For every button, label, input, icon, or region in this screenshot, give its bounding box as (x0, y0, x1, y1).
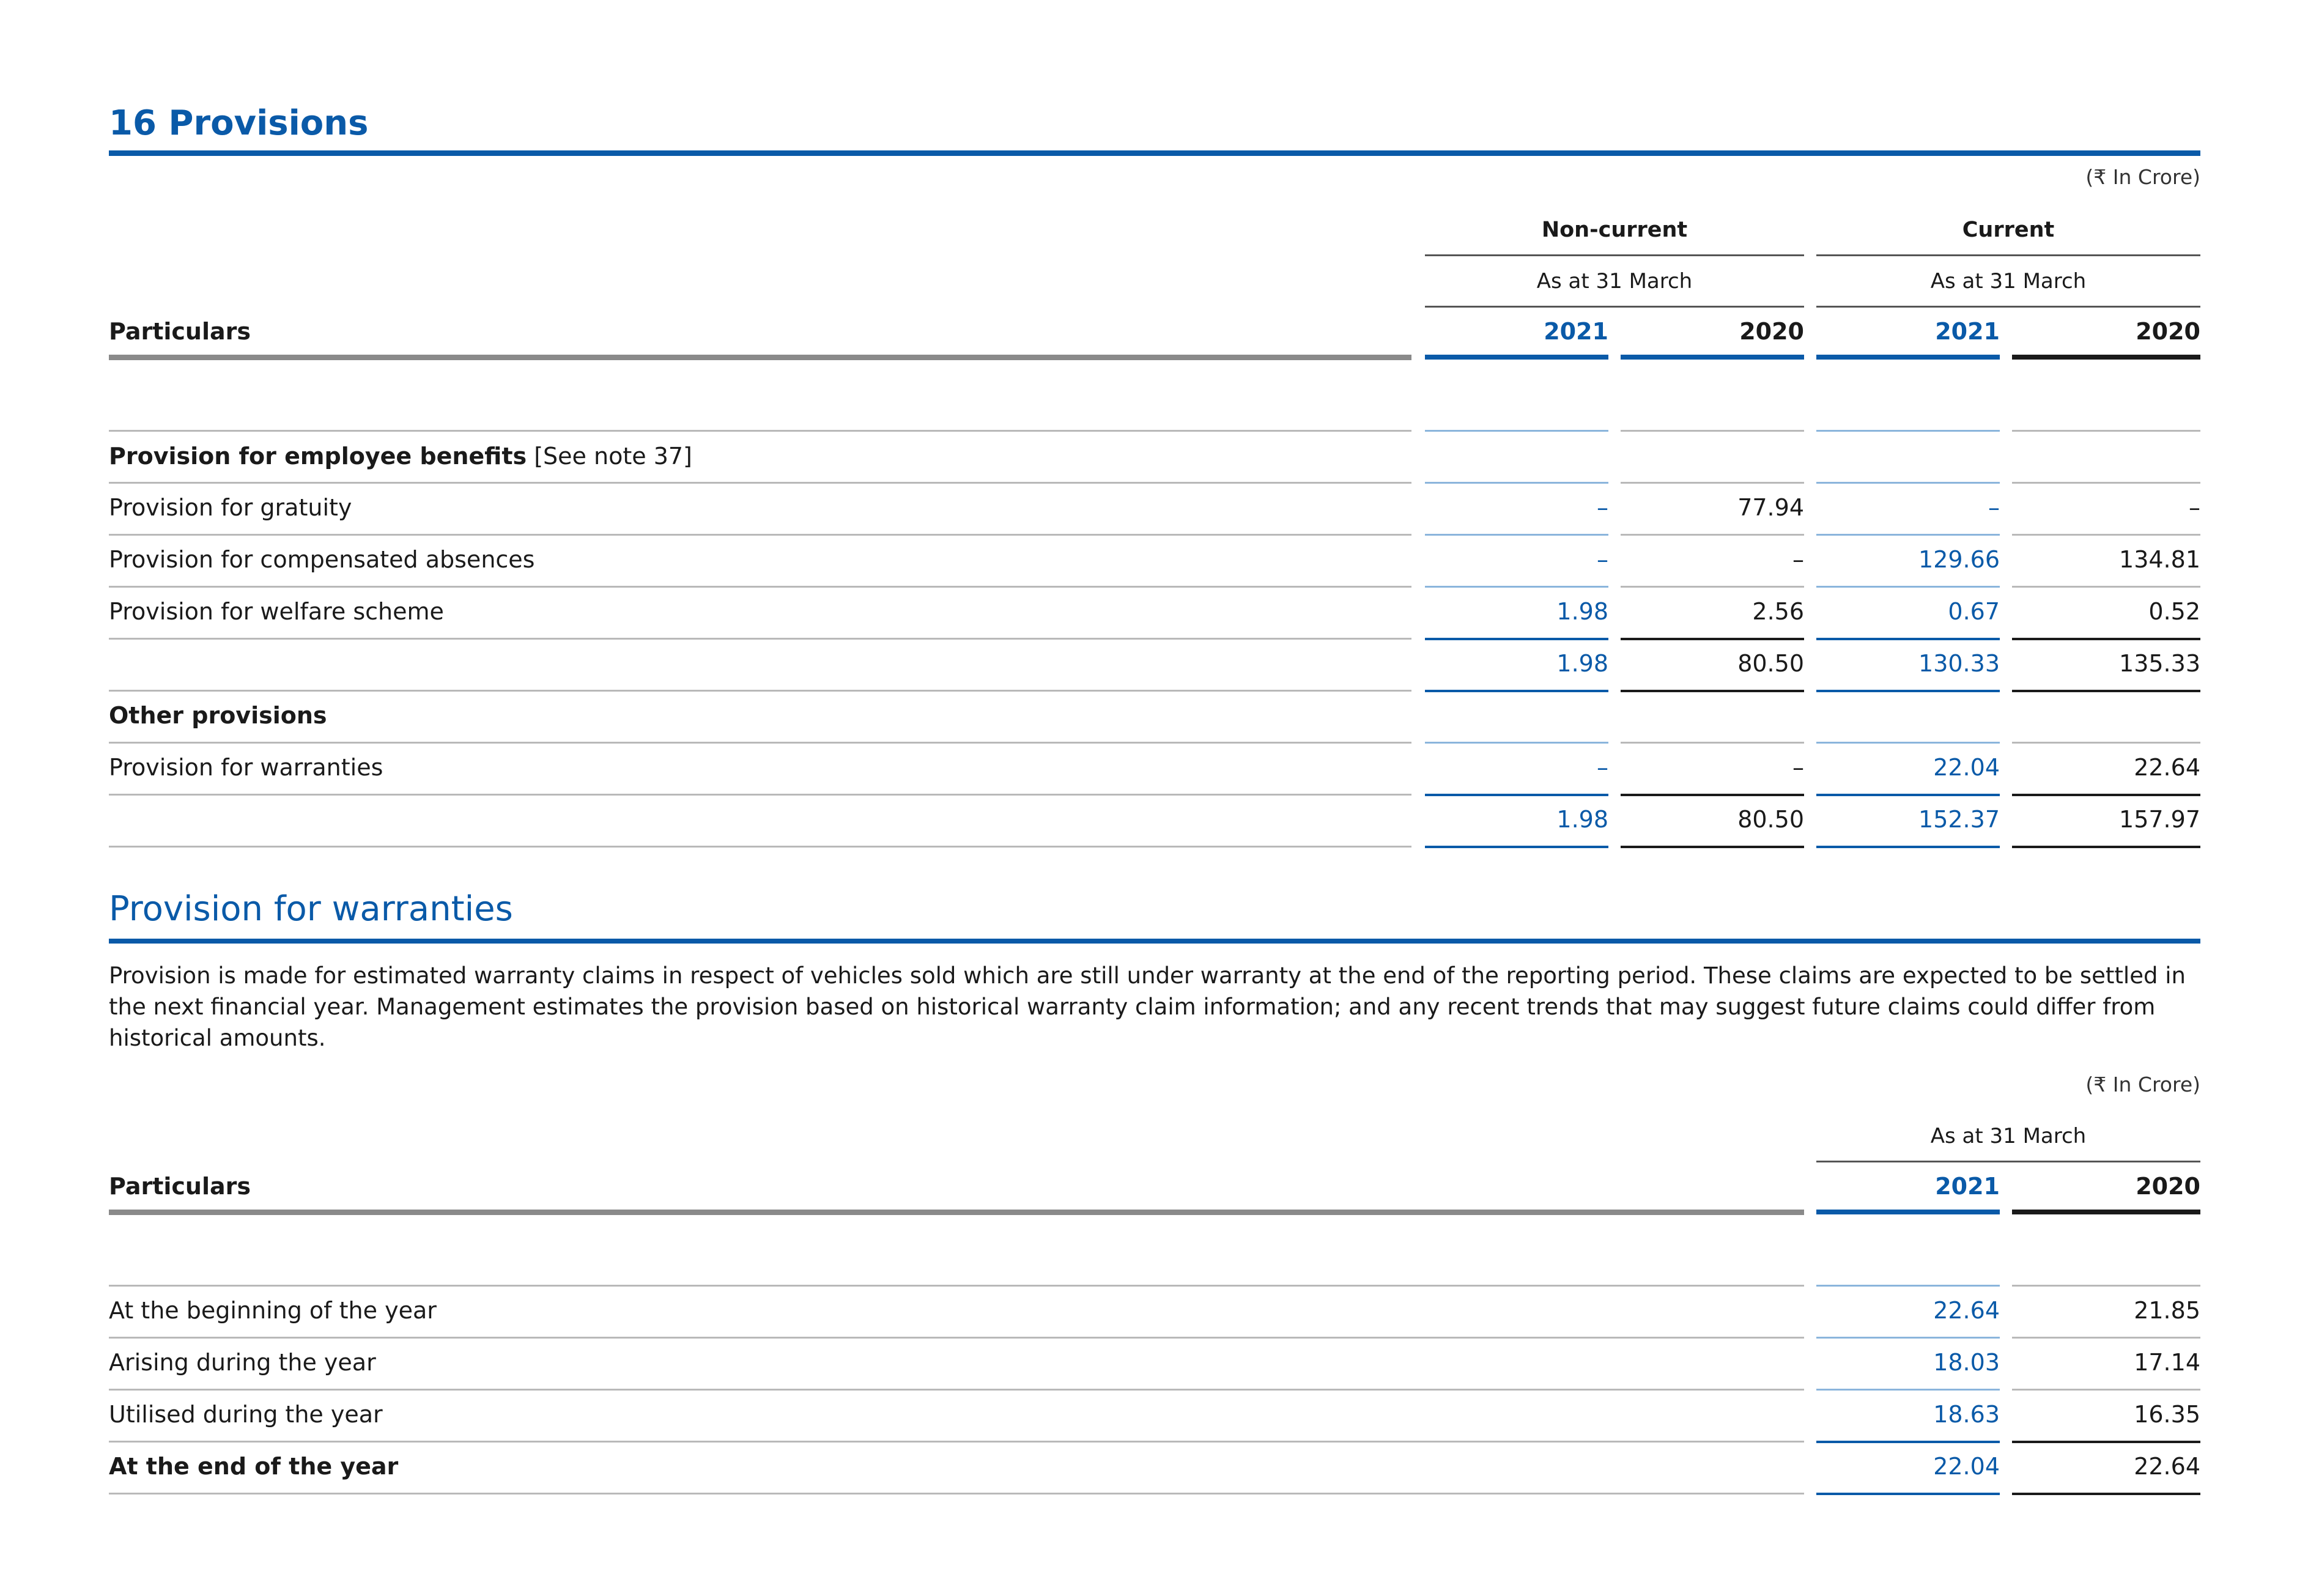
cell-value: 0.52 (2148, 598, 2200, 625)
as-at-label-noncurrent: As at 31 March (1536, 269, 1693, 294)
row-line (1621, 586, 1804, 588)
row-line (109, 1389, 1804, 1391)
total-value: 157.97 (2119, 806, 2200, 833)
total-rule (2012, 794, 2200, 796)
row-label: Provision for welfare scheme (109, 598, 444, 625)
as-at-label: As at 31 March (1930, 1124, 2087, 1148)
cell-value: – (1988, 494, 2000, 521)
group-header-current: Current (1962, 218, 2055, 242)
group-header-noncurrent: Non-current (1541, 218, 1688, 242)
cell-value: 18.63 (1933, 1401, 2000, 1428)
subtotal-value: 80.50 (1737, 650, 1804, 677)
header-rule (1816, 1210, 2000, 1214)
cell-value: 2.56 (1752, 598, 1804, 625)
row-line (1816, 586, 2000, 588)
year-header: 2021 (1544, 318, 1608, 345)
subtotal-rule (1621, 690, 1804, 692)
row-line (1425, 430, 1608, 432)
total-rule (1816, 1493, 2000, 1495)
row-label: Utilised during the year (109, 1401, 383, 1428)
subtotal-rule (2012, 638, 2200, 640)
row-line (1621, 430, 1804, 432)
subtotal-rule (2012, 690, 2200, 692)
section-heading: Provision for warranties (109, 889, 513, 929)
row-line (109, 586, 1411, 588)
row-line (109, 1337, 1804, 1339)
total-rule (1816, 846, 2000, 848)
cell-value: – (1792, 754, 1804, 781)
header-rule (2012, 355, 2200, 360)
row-line (109, 638, 1411, 640)
cell-value: 17.14 (2134, 1349, 2200, 1376)
total-rule (1816, 1441, 2000, 1443)
subtotal-rule (1816, 638, 2000, 640)
total-rule (1621, 846, 1804, 848)
row-line (109, 846, 1411, 848)
row-line (2012, 482, 2200, 484)
subtotal-rule (1816, 690, 2000, 692)
row-label: Provision for warranties (109, 754, 383, 781)
cell-value: 1.98 (1556, 598, 1608, 625)
row-line (109, 690, 1411, 692)
row-line (1621, 742, 1804, 744)
cell-value: 22.04 (1933, 754, 2000, 781)
row-line (1425, 534, 1608, 536)
subtotal-value: 130.33 (1918, 650, 2000, 677)
title-rule (109, 150, 2200, 156)
subtotal-rule (1425, 690, 1608, 692)
row-label: At the beginning of the year (109, 1297, 437, 1324)
cell-value: 0.67 (1948, 598, 2000, 625)
row-line (1816, 742, 2000, 744)
row-line (109, 794, 1411, 796)
total-rule (1425, 794, 1608, 796)
subtotal-value: 135.33 (2119, 650, 2200, 677)
as-at-label-current: As at 31 March (1930, 269, 2087, 294)
section-paragraph: Provision is made for estimated warranty claims in respect of vehicles sold which are still under warranty at the end of the reporting period. These claims are expected to be settled in the next financial year. Management estimates the provision based on historical warranty claim information; and any recent trends that may suggest future claims could differ from historical amounts. (109, 962, 2186, 1051)
row-line (2012, 586, 2200, 588)
subtotal-rule (1425, 638, 1608, 640)
total-rule (1425, 846, 1608, 848)
header-rule (109, 355, 1411, 360)
row-label: Provision for gratuity (109, 494, 352, 521)
subtotal-rule (1621, 638, 1804, 640)
row-line (109, 742, 1411, 744)
row-line (1816, 482, 2000, 484)
divider (1425, 306, 1804, 308)
year-header: 2021 (1935, 318, 2000, 345)
page-title: 16 Provisions (109, 103, 369, 143)
row-line (1425, 482, 1608, 484)
row-line (2012, 534, 2200, 536)
cell-value: – (1597, 546, 1608, 573)
header-rule (1621, 355, 1804, 360)
total-rule (2012, 1493, 2200, 1495)
subtotal-value: 1.98 (1556, 650, 1608, 677)
particulars-header: Particulars (109, 318, 251, 345)
cell-value: 22.64 (1933, 1297, 2000, 1324)
total-rule (1621, 794, 1804, 796)
header-rule (109, 1210, 1804, 1215)
row-line (2012, 1337, 2200, 1339)
total-rule (1816, 794, 2000, 796)
row-line (109, 1493, 1804, 1494)
row-label: Provision for compensated absences (109, 546, 535, 573)
row-line (109, 430, 1411, 432)
row-line (1621, 534, 1804, 536)
total-value: 152.37 (1918, 806, 2000, 833)
row-line (109, 1441, 1804, 1443)
year-header: 2021 (1935, 1173, 2000, 1200)
year-header: 2020 (2136, 1173, 2200, 1200)
row-line (1425, 742, 1608, 744)
row-label: Other provisions (109, 702, 327, 729)
unit-label: (₹ In Crore) (2085, 1073, 2200, 1096)
cell-value: 18.03 (1933, 1349, 2000, 1376)
divider (1425, 254, 1804, 256)
cell-value: 22.64 (2134, 754, 2200, 781)
cell-value: – (1597, 754, 1608, 781)
row-line (1425, 586, 1608, 588)
cell-value: – (1597, 494, 1608, 521)
row-line (109, 534, 1411, 536)
row-line (1816, 430, 2000, 432)
header-rule (1816, 355, 2000, 360)
cell-value: 129.66 (1918, 546, 2000, 573)
cell-value: – (2189, 494, 2200, 521)
year-header: 2020 (1739, 318, 1804, 345)
row-line (2012, 430, 2200, 432)
row-line (1816, 1389, 2000, 1391)
row-line (1621, 482, 1804, 484)
header-rule (1425, 355, 1608, 360)
row-line (2012, 742, 2200, 744)
total-value: 1.98 (1556, 806, 1608, 833)
row-line (2012, 1389, 2200, 1391)
total-value: 22.04 (1933, 1453, 2000, 1480)
row-line (1816, 1285, 2000, 1287)
particulars-header: Particulars (109, 1173, 251, 1200)
cell-value: 134.81 (2119, 546, 2200, 573)
row-line (1816, 1337, 2000, 1339)
divider (1816, 306, 2200, 308)
row-label: Arising during the year (109, 1349, 376, 1376)
total-value: 80.50 (1737, 806, 1804, 833)
row-label: Provision for employee benefits [See note 37] (109, 443, 692, 470)
divider (1816, 1161, 2200, 1162)
cell-value: 16.35 (2134, 1401, 2200, 1428)
row-line (109, 1285, 1804, 1287)
total-rule (2012, 846, 2200, 848)
total-rule (2012, 1441, 2200, 1443)
divider (1816, 254, 2200, 256)
row-line (1816, 534, 2000, 536)
year-header: 2020 (2136, 318, 2200, 345)
unit-label: (₹ In Crore) (2085, 165, 2200, 189)
row-label: At the end of the year (109, 1453, 399, 1480)
row-line (2012, 1285, 2200, 1287)
cell-value: – (1792, 546, 1804, 573)
total-value: 22.64 (2134, 1453, 2200, 1480)
header-rule (2012, 1210, 2200, 1214)
cell-value: 21.85 (2134, 1297, 2200, 1324)
section-rule (109, 939, 2200, 944)
cell-value: 77.94 (1737, 494, 1804, 521)
row-line (109, 482, 1411, 484)
